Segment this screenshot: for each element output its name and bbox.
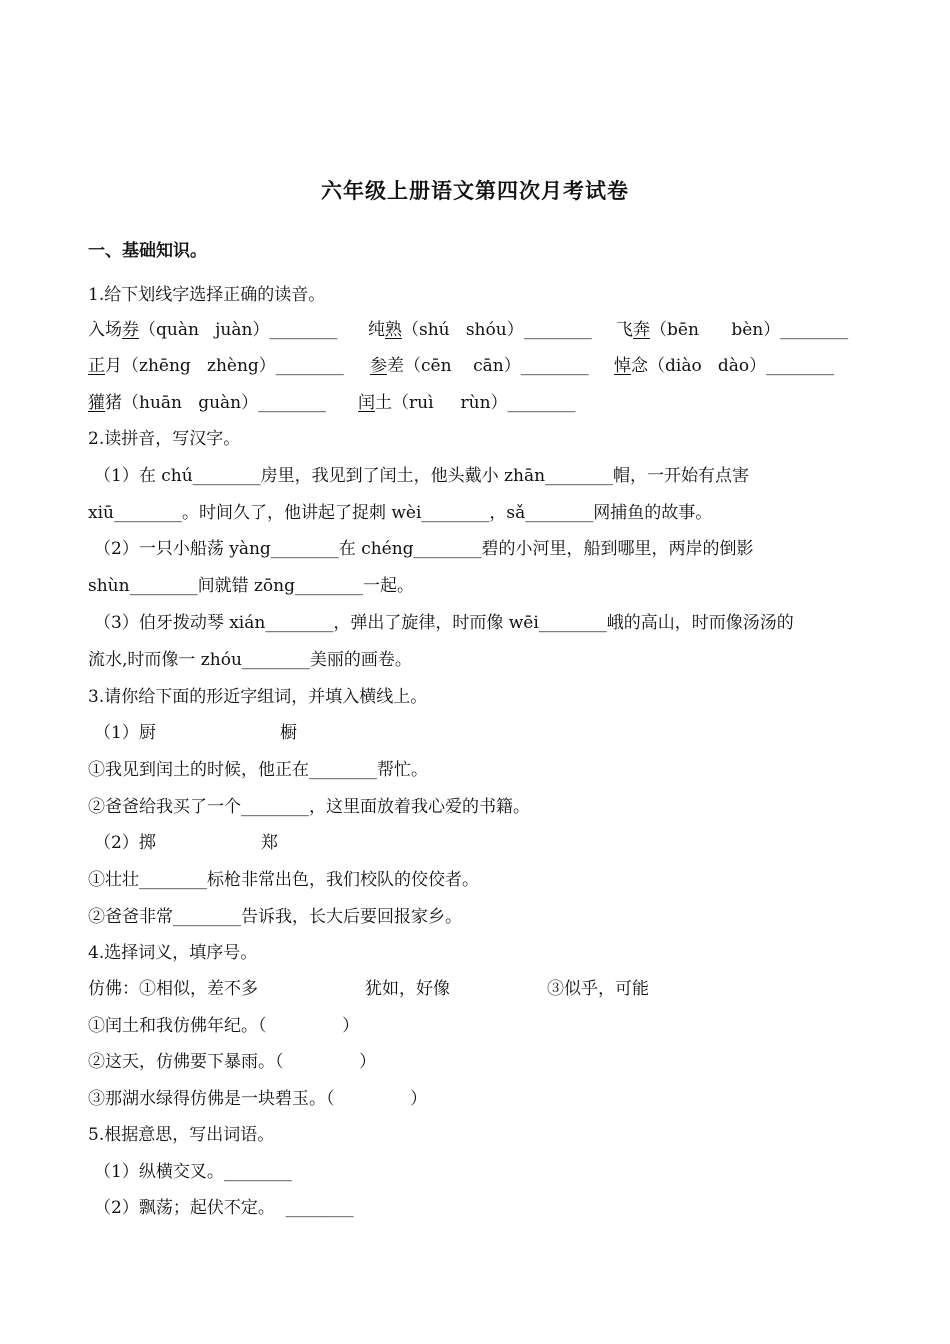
- page-title: 六年级上册语文第四次月考试卷: [321, 178, 629, 203]
- q1-item: 入场券（quàn juàn）________: [88, 320, 338, 340]
- q5-line: （1）纵横交叉。________: [94, 1162, 292, 1182]
- q4-sentence: ①闰土和我仿佛年纪。（ ）: [88, 1016, 360, 1036]
- section-heading: 一、基础知识。: [88, 241, 207, 261]
- q2-line: shùn________间就错 zōng________一起。: [88, 576, 414, 596]
- q2-line: （3）伯牙拨动琴 xián________，弹出了旋律，时而像 wēi________峨的高山，时而像汤汤的: [94, 613, 794, 633]
- q1-heading: 1.给下划线字选择正确的读音。: [88, 285, 326, 305]
- q3-sentence: ②爸爸给我买了一个________，这里面放着我心爱的书籍。: [88, 797, 530, 817]
- q2-line: xiū________。时间久了，他讲起了捉刺 wèi________，sǎ________网捕鱼的故事。: [88, 503, 713, 523]
- q1-item: 正月（zhēng zhèng）________: [88, 356, 344, 376]
- q3-sentence: ①我见到闰土的时候，他正在________帮忙。: [88, 760, 428, 780]
- q5-line: （2）飘荡；起伏不定。 ________: [94, 1198, 354, 1218]
- q3-pair-1-other: 橱: [280, 723, 297, 743]
- q1-item: 闰土（ruì rùn）________: [358, 393, 576, 413]
- q1-item: 飞奔（bēn bèn）________: [616, 320, 849, 340]
- q2-line: 流水,时而像一 zhóu________美丽的画卷。: [88, 650, 412, 670]
- q5-heading: 5.根据意思，写出词语。: [88, 1125, 275, 1145]
- q2-line: （1）在 chú________房里，我见到了闰土，他头戴小 zhān________帽，一开始有点害: [94, 466, 750, 486]
- q3-pair-1: （1）厨: [94, 723, 156, 743]
- q3-pair-2: （2）掷: [94, 833, 156, 853]
- q3-pair-2-other: 郑: [261, 833, 278, 853]
- q4-meaning-2: 犹如，好像: [365, 979, 450, 999]
- q1-item: 悼念（diào dào）________: [614, 356, 835, 376]
- q4-sentence: ③那湖水绿得仿佛是一块碧玉。（ ）: [88, 1089, 428, 1109]
- q4-heading: 4.选择词义，填序号。: [88, 943, 258, 963]
- q4-meaning-1: 仿佛：①相似，差不多: [88, 979, 258, 999]
- q4-meaning-3: ③似乎，可能: [547, 979, 649, 999]
- q4-sentence: ②这天，仿佛要下暴雨。（ ）: [88, 1052, 377, 1072]
- q2-heading: 2.读拼音，写汉字。: [88, 429, 241, 449]
- q3-heading: 3.请你给下面的形近字组词，并填入横线上。: [88, 687, 428, 707]
- q3-sentence: ②爸爸非常________告诉我，长大后要回报家乡。: [88, 907, 462, 927]
- q2-line: （2）一只小船荡 yàng________在 chéng________碧的小河里，船到哪里，两岸的倒影: [94, 539, 754, 559]
- q3-sentence: ①壮壮________标枪非常出色，我们校队的佼佼者。: [88, 870, 479, 890]
- q1-item: 獾猪（huān guàn）________: [88, 393, 327, 413]
- q1-item: 参差（cēn cān）________: [370, 356, 589, 376]
- q1-item: 纯熟（shú shóu）________: [368, 320, 592, 340]
